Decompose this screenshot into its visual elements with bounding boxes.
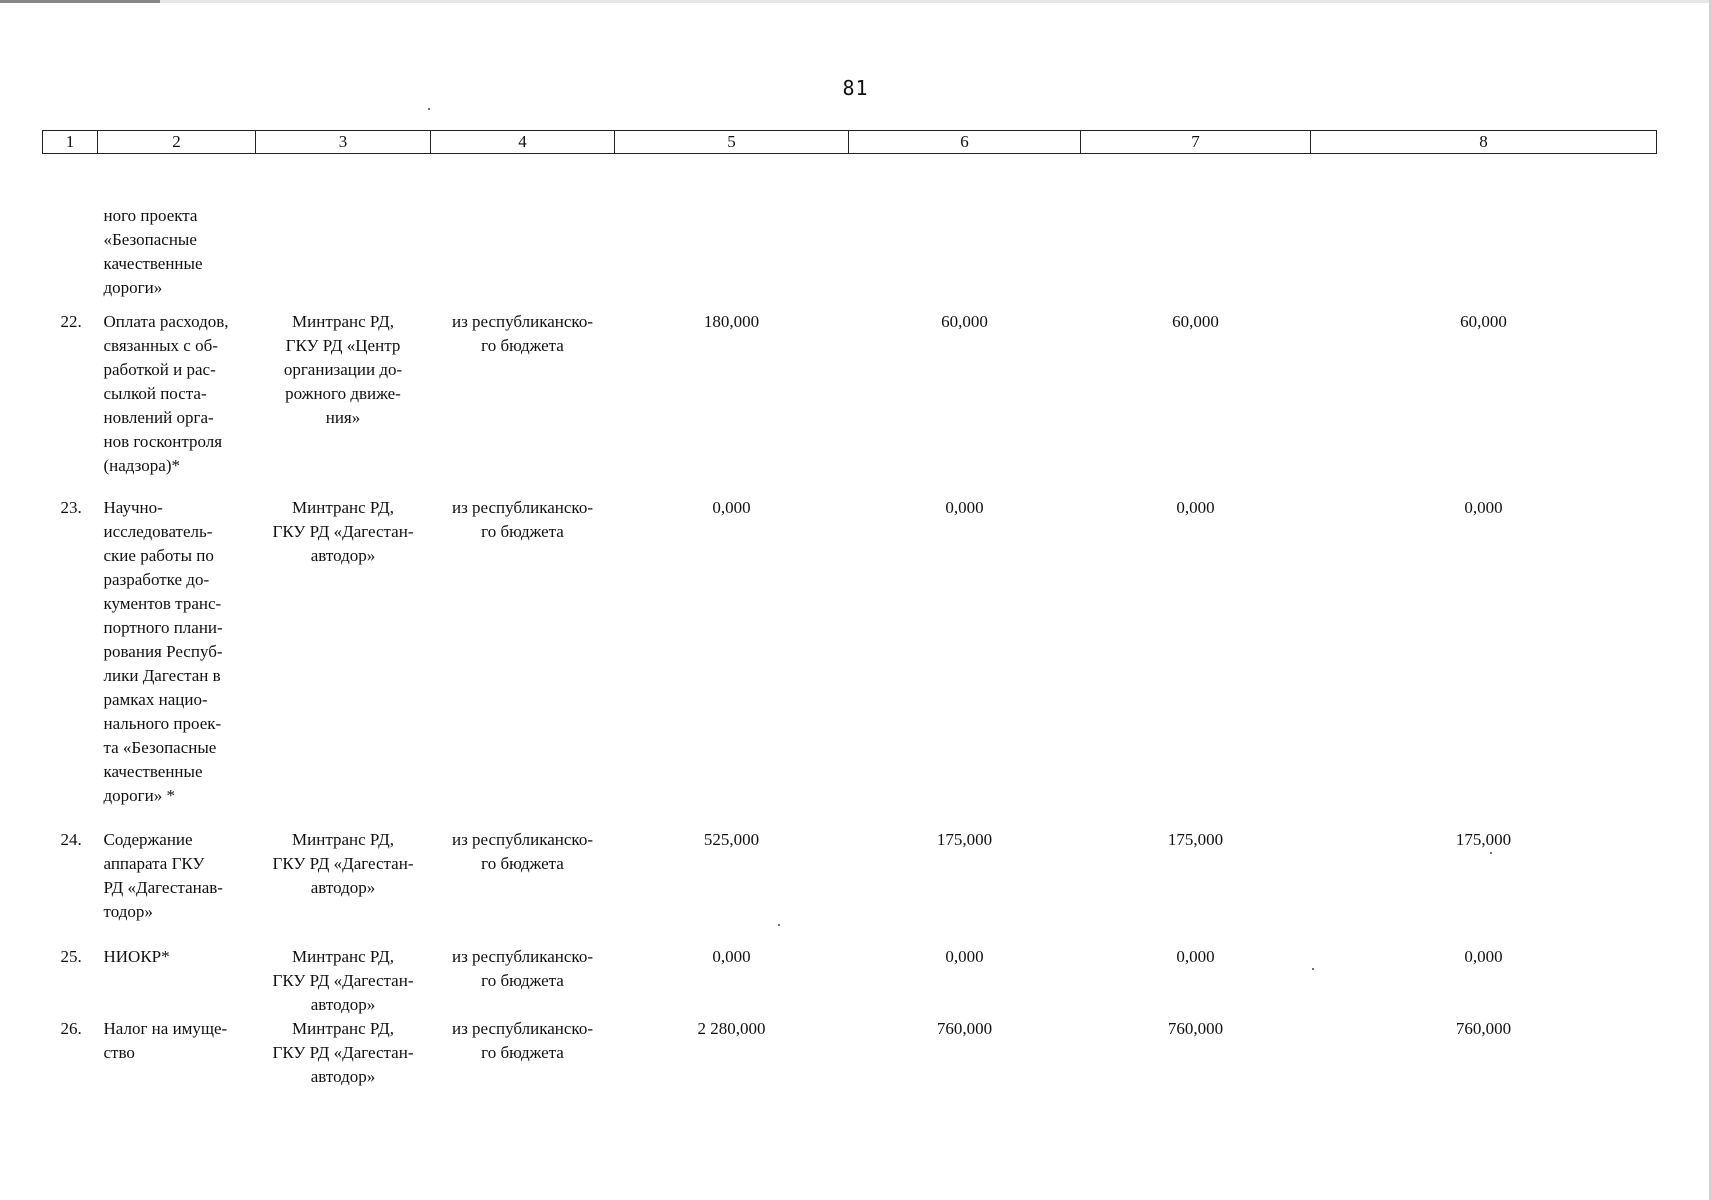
- row-value-8: 760,000: [1455, 1019, 1512, 1038]
- row-name: НИОКР*: [103, 947, 170, 966]
- row-value-7: 760,000: [1167, 1019, 1224, 1038]
- continuation-name: ного проекта «Безопасные качественные дороги»: [103, 206, 203, 297]
- row-source: из республиканско- го бюджета: [451, 312, 593, 355]
- row-value-6: 0,000: [945, 498, 984, 517]
- table-row: [43, 300, 1657, 496]
- table-row: [43, 496, 1657, 828]
- row-number: 25.: [60, 947, 82, 966]
- row-executor: Минтранс РД, ГКУ РД «Центр организации до- рожного движе- ния»: [283, 312, 403, 427]
- scan-top-edge: [0, 0, 1711, 3]
- table-row: [43, 945, 1657, 1017]
- row-number: 26.: [60, 1019, 82, 1038]
- row-name: Научно- исследователь- ские работы по разработке до- кументов транс- портного плани- рования Респуб- лики Дагестан в рамках нацио- нального проек- та «Безопасные качественные дороги» *: [103, 498, 223, 805]
- page-number: 81: [842, 76, 869, 100]
- row-source: из республиканско- го бюджета: [451, 498, 593, 541]
- row-value-5: 525,000: [703, 830, 760, 849]
- row-value-5: 180,000: [703, 312, 760, 331]
- column-header: 5: [615, 131, 849, 154]
- row-value-6: 175,000: [936, 830, 993, 849]
- row-value-6: 60,000: [941, 312, 988, 331]
- budget-table: [42, 130, 1657, 1097]
- row-value-7: 175,000: [1167, 830, 1224, 849]
- row-name: Содержание аппарата ГКУ РД «Дагестанав- тодор»: [103, 830, 223, 921]
- column-header: 3: [256, 131, 431, 154]
- row-value-8: 0,000: [1464, 498, 1503, 517]
- row-source: из республиканско- го бюджета: [451, 947, 593, 990]
- row-value-6: 760,000: [936, 1019, 993, 1038]
- column-header: 6: [849, 131, 1081, 154]
- row-value-8: 175,000: [1455, 830, 1512, 849]
- row-executor: Минтранс РД, ГКУ РД «Дагестан- автодор»: [272, 1019, 414, 1086]
- row-number: 22.: [60, 312, 82, 331]
- row-source: из республиканско- го бюджета: [451, 1019, 593, 1062]
- column-header: 1: [43, 131, 98, 154]
- row-name: Оплата расходов, связанных с об- работкой и рас- сылкой поста- новлений орга- нов госконтроля (надзора)*: [103, 312, 229, 475]
- row-value-5: 0,000: [712, 498, 751, 517]
- row-value-6: 0,000: [945, 947, 984, 966]
- continuation-row: [43, 154, 1657, 301]
- column-header: 2: [98, 131, 256, 154]
- row-executor: Минтранс РД, ГКУ РД «Дагестан- автодор»: [272, 830, 414, 897]
- scan-top-edge-dark: [0, 0, 160, 3]
- row-value-7: 0,000: [1176, 498, 1215, 517]
- table-header-row: [43, 131, 1657, 154]
- row-value-8: 0,000: [1464, 947, 1503, 966]
- scan-speck: [428, 108, 430, 110]
- row-name: Налог на имуще- ство: [103, 1019, 228, 1062]
- row-number: 24.: [60, 830, 82, 849]
- row-executor: Минтранс РД, ГКУ РД «Дагестан- автодор»: [272, 498, 414, 565]
- table-row: [43, 828, 1657, 945]
- row-value-5: 2 280,000: [697, 1019, 766, 1038]
- column-header: 8: [1311, 131, 1657, 154]
- row-number: 23.: [60, 498, 82, 517]
- column-header: 4: [431, 131, 615, 154]
- column-header: 7: [1081, 131, 1311, 154]
- table-row: [43, 1017, 1657, 1097]
- row-value-7: 60,000: [1172, 312, 1219, 331]
- row-value-5: 0,000: [712, 947, 751, 966]
- row-value-7: 0,000: [1176, 947, 1215, 966]
- row-source: из республиканско- го бюджета: [451, 830, 593, 873]
- row-executor: Минтранс РД, ГКУ РД «Дагестан- автодор»: [272, 947, 414, 1014]
- row-value-8: 60,000: [1460, 312, 1507, 331]
